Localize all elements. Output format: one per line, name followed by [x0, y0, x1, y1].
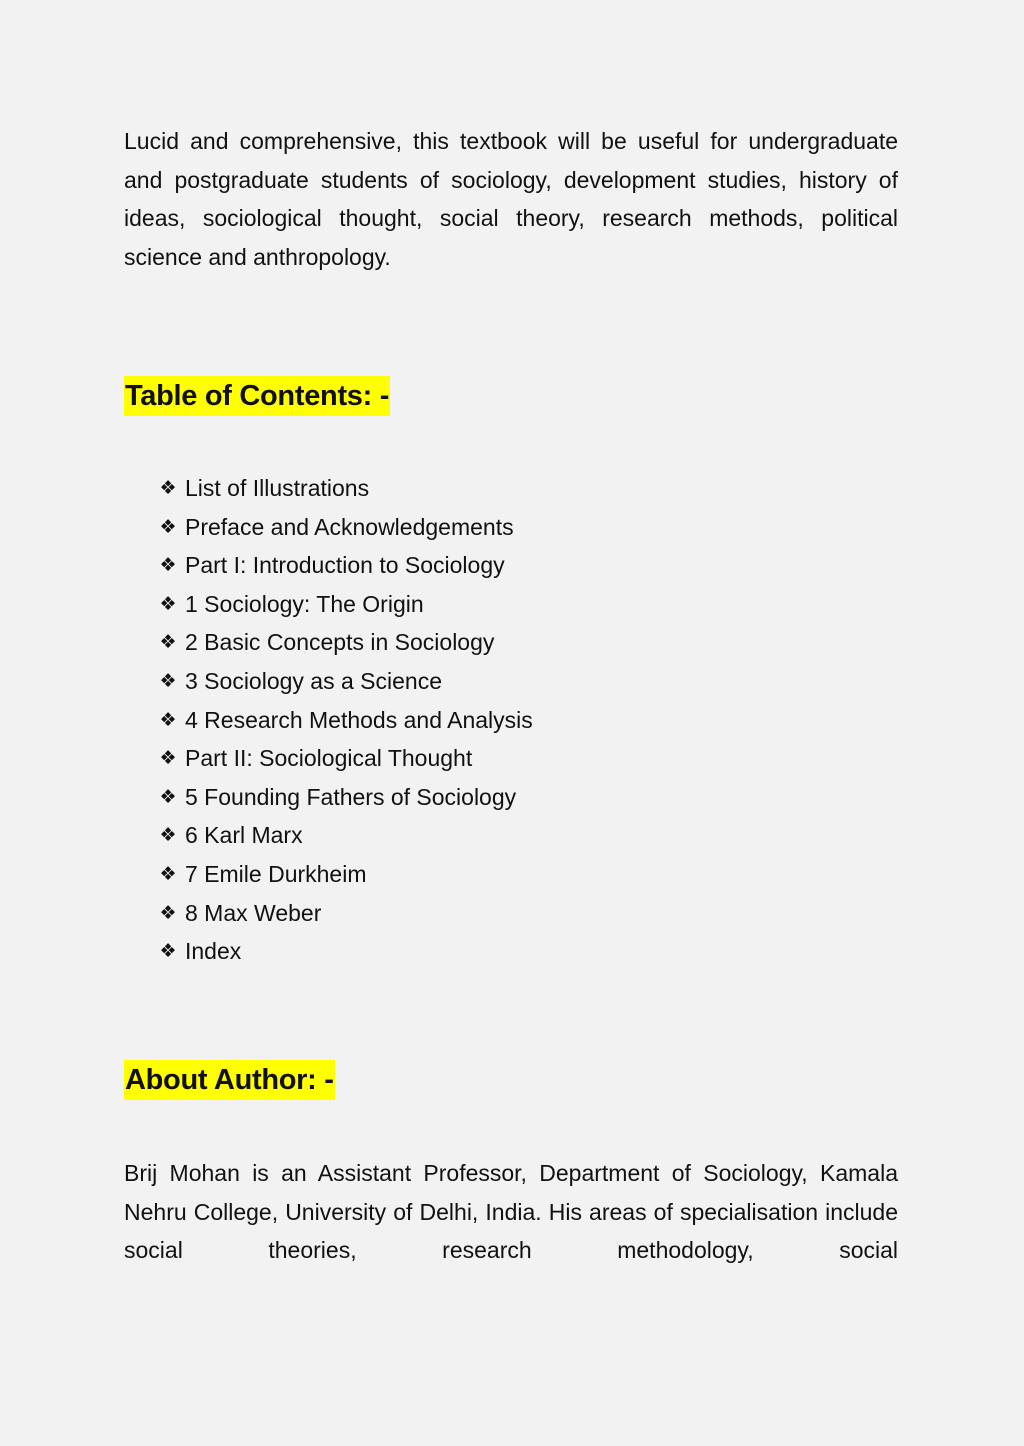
- toc-item-label: 5 Founding Fathers of Sociology: [185, 783, 517, 810]
- toc-item-label: List of Illustrations: [185, 475, 370, 501]
- toc-item: [158, 546, 533, 585]
- diamond-bullet-icon: ❖: [159, 862, 177, 885]
- toc-item: [158, 701, 533, 740]
- toc-item: [158, 739, 533, 778]
- toc-item: [158, 662, 533, 701]
- about-author-heading: About Author: -: [124, 1060, 335, 1100]
- about-author-section: [124, 1154, 898, 1270]
- toc-item-label: Index: [185, 938, 242, 965]
- toc-item: [158, 623, 533, 662]
- toc-item-label: Part II: Sociological Thought: [185, 745, 473, 772]
- diamond-bullet-icon: ❖: [159, 940, 177, 963]
- toc-item: [158, 816, 533, 855]
- toc-item-label: 2 Basic Concepts in Sociology: [185, 629, 495, 656]
- diamond-bullet-icon: ❖: [159, 477, 177, 499]
- diamond-bullet-icon: ❖: [159, 631, 177, 654]
- toc-item-label: Preface and Acknowledgements: [185, 513, 514, 540]
- toc-item: [158, 585, 533, 624]
- toc-item: [158, 778, 533, 817]
- toc-item-label: 6 Karl Marx: [185, 822, 303, 849]
- intro-paragraph: Lucid and comprehensive, this textbook will be useful for undergraduate and postgraduate students of sociology, development studies, history of ideas, sociological thought, social theory, research methods, political science and anthropology.: [124, 128, 898, 270]
- toc-item: [158, 469, 533, 508]
- toc-item: [158, 855, 533, 894]
- diamond-bullet-icon: ❖: [159, 554, 177, 577]
- toc-item: [158, 932, 533, 971]
- diamond-bullet-icon: ❖: [159, 785, 177, 808]
- diamond-bullet-icon: ❖: [159, 747, 177, 770]
- diamond-bullet-icon: ❖: [159, 901, 177, 924]
- toc-item-label: 1 Sociology: The Origin: [185, 590, 424, 617]
- toc-heading: Table of Contents: -: [124, 376, 390, 416]
- about-author-paragraph: Brij Mohan is an Assistant Professor, Department of Sociology, Kamala Nehru College, University of Delhi, India. His areas of specialisation include social theories, research methodology, social: [124, 1160, 898, 1264]
- diamond-bullet-icon: ❖: [159, 592, 177, 615]
- toc-item-label: 8 Max Weber: [185, 899, 322, 926]
- toc-item-label: Part I: Introduction to Sociology: [185, 552, 505, 579]
- toc-item: [158, 894, 533, 933]
- toc-item: [158, 508, 533, 547]
- diamond-bullet-icon: ❖: [159, 824, 177, 847]
- toc-item-label: 4 Research Methods and Analysis: [185, 706, 533, 733]
- diamond-bullet-icon: ❖: [159, 515, 177, 538]
- toc-list: [158, 469, 533, 971]
- toc-item-label: 7 Emile Durkheim: [185, 860, 367, 887]
- diamond-bullet-icon: ❖: [159, 669, 177, 692]
- diamond-bullet-icon: ❖: [159, 708, 177, 731]
- intro-section: [124, 122, 898, 276]
- toc-item-label: 3 Sociology as a Science: [185, 667, 442, 694]
